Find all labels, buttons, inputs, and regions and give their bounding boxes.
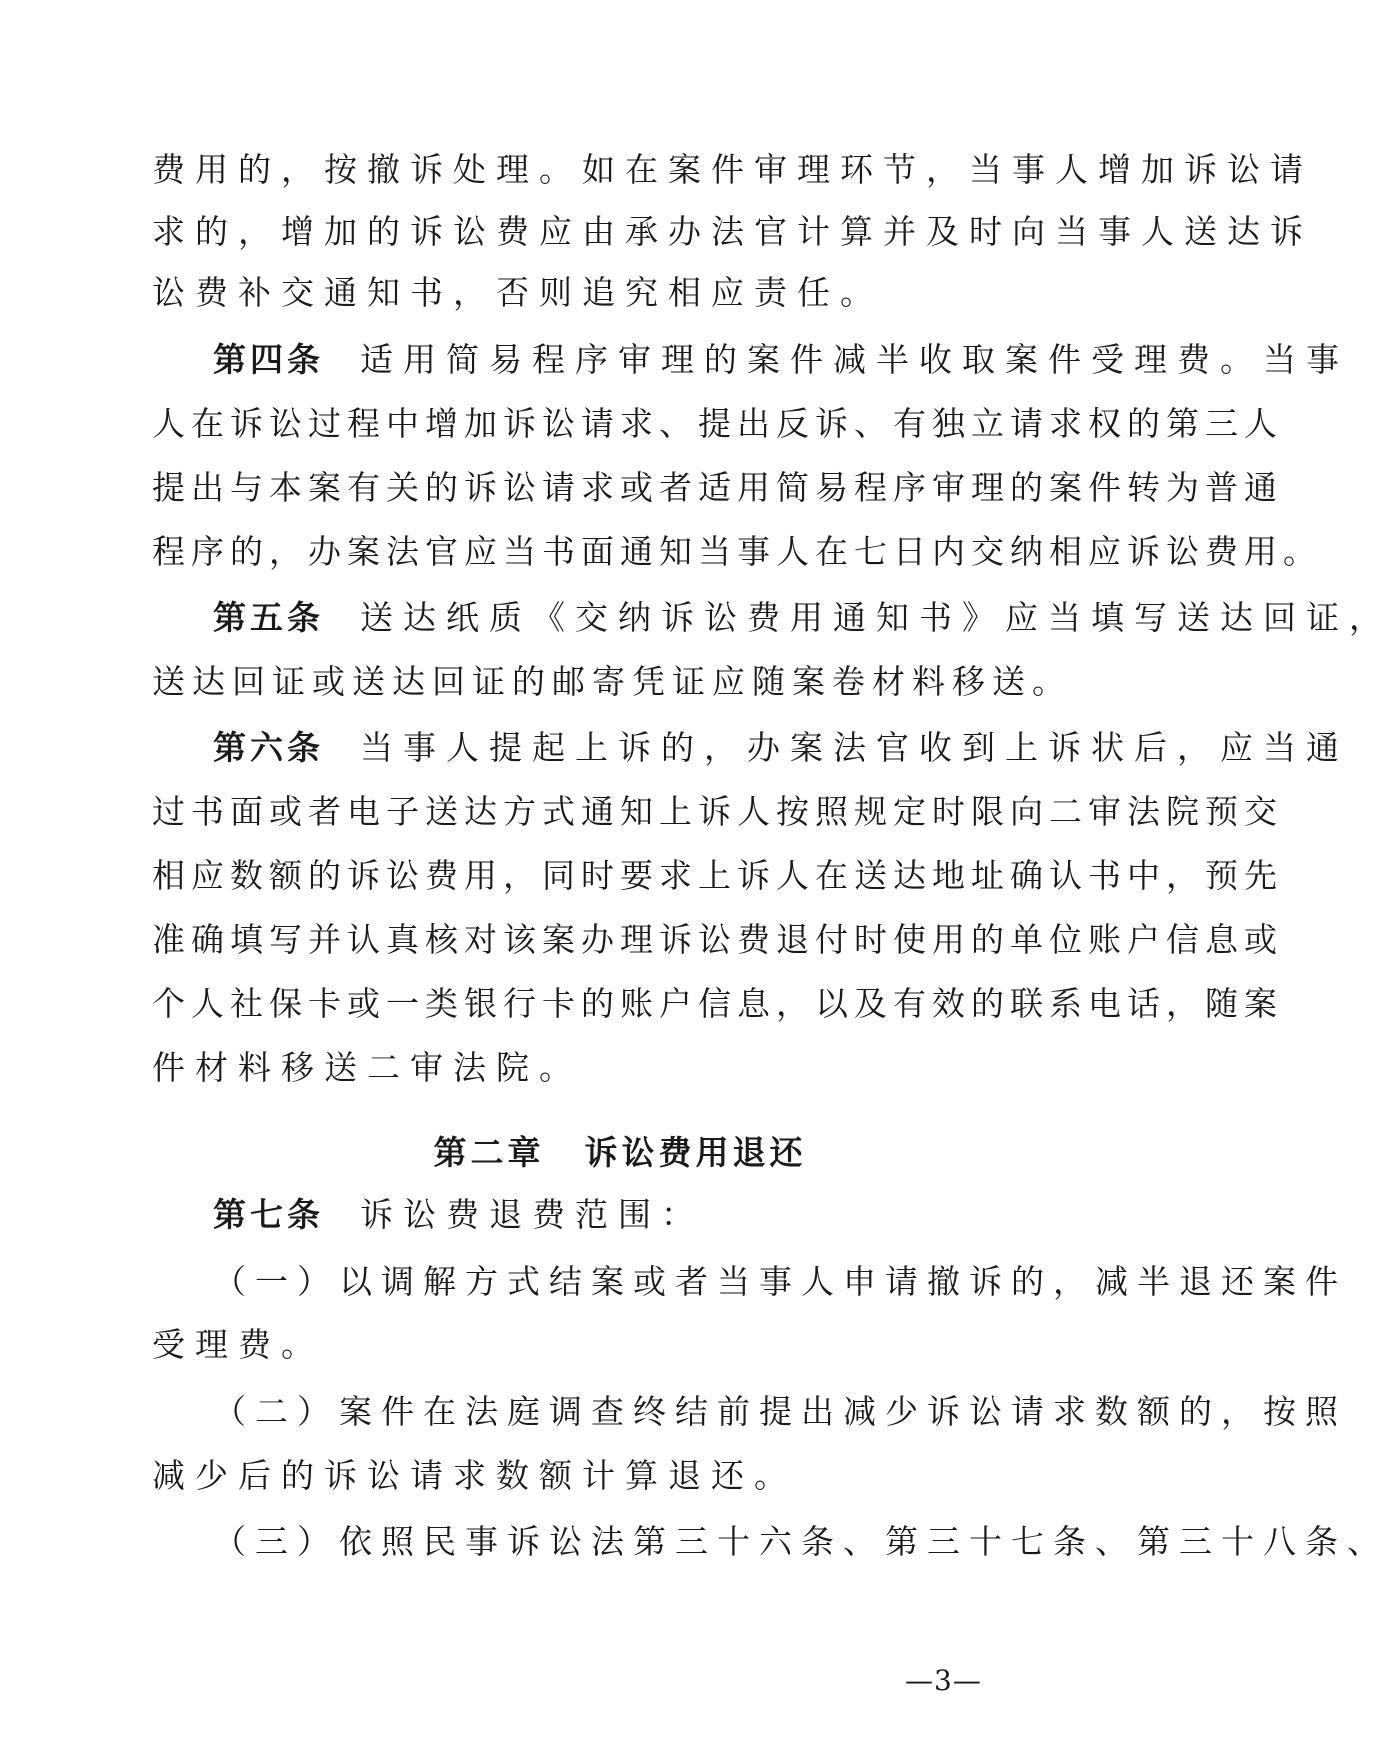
article-4-line: 提出与本案有关的诉讼请求或者适用简易程序审理的案件转为普通 bbox=[152, 468, 1283, 507]
paragraph-line: 求的，增加的诉讼费应由承办法官计算并及时向当事人送达诉 bbox=[152, 212, 1313, 251]
item-1-line: 受理费。 bbox=[152, 1325, 324, 1364]
article-7-text: 诉讼费退费范围： bbox=[360, 1195, 704, 1234]
article-6-line: 过书面或者电子送达方式通知上诉人按照规定时限向二审法院预交 bbox=[152, 792, 1283, 831]
item-2-line: （二）案件在法庭调查终结前提出减少诉讼请求数额的，按照 bbox=[213, 1392, 1347, 1431]
chapter-heading bbox=[0, 1133, 1240, 1173]
article-5-text: 送达纸质《交纳诉讼费用通知书》应当填写送达回证， bbox=[360, 598, 1392, 637]
article-6-text: 当事人提起上诉的，办案法官收到上诉状后，应当通 bbox=[360, 728, 1349, 767]
item-2-line: 减少后的诉讼请求数额计算退还。 bbox=[152, 1456, 797, 1495]
item-3-line: （三）依照民事诉讼法第三十六条、第三十七条、第三十八条、 bbox=[213, 1522, 1389, 1561]
article-5-first-line bbox=[213, 598, 1392, 638]
article-4-first-line bbox=[213, 340, 1349, 380]
article-6-first-line bbox=[213, 728, 1349, 768]
article-5-line: 送达回证或送达回证的邮寄凭证应随案卷材料移送。 bbox=[152, 662, 1072, 701]
page-number: —3— bbox=[905, 1664, 982, 1697]
paragraph-line: 费用的，按撤诉处理。如在案件审理环节，当事人增加诉讼请 bbox=[152, 150, 1313, 189]
article-4-heading: 第四条 bbox=[213, 340, 324, 379]
article-4-line: 人在诉讼过程中增加诉讼请求、提出反诉、有独立请求权的第三人 bbox=[152, 404, 1283, 443]
article-7-first-line bbox=[213, 1195, 704, 1235]
article-4-line: 程序的，办案法官应当书面通知当事人在七日内交纳相应诉讼费用。 bbox=[152, 532, 1322, 571]
article-6-line: 个人社保卡或一类银行卡的账户信息，以及有效的联系电话，随案 bbox=[152, 984, 1283, 1023]
article-7-heading: 第七条 bbox=[213, 1195, 324, 1234]
article-4-text: 适用简易程序审理的案件减半收取案件受理费。当事 bbox=[360, 340, 1349, 379]
article-5-heading: 第五条 bbox=[213, 598, 324, 637]
article-6-line: 件材料移送二审法院。 bbox=[152, 1048, 582, 1087]
article-6-heading: 第六条 bbox=[213, 728, 324, 767]
chapter-number: 第二章 bbox=[433, 1133, 545, 1172]
article-6-line: 准确填写并认真核对该案办理诉讼费退付时使用的单位账户信息或 bbox=[152, 920, 1283, 959]
chapter-title: 诉讼费用退还 bbox=[584, 1133, 807, 1172]
paragraph-line: 讼费补交通知书，否则追究相应责任。 bbox=[152, 273, 883, 312]
item-1-line: （一）以调解方式结案或者当事人申请撤诉的，减半退还案件 bbox=[213, 1262, 1347, 1301]
article-6-line: 相应数额的诉讼费用，同时要求上诉人在送达地址确认书中，预先 bbox=[152, 856, 1283, 895]
